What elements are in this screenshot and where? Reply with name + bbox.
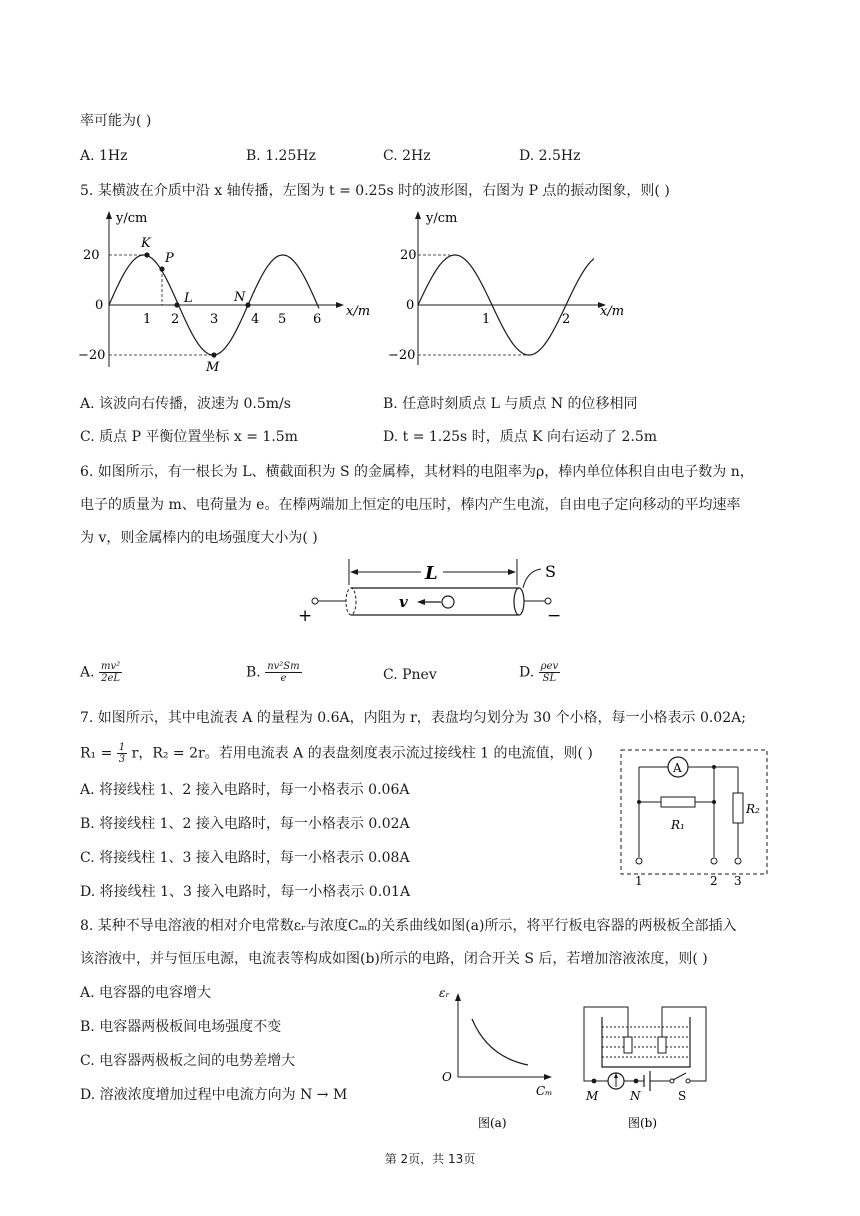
x-tick: 1 xyxy=(143,312,152,327)
q6-stem-line: 为 v，则金属棒内的电场强度大小为( ) xyxy=(80,530,318,546)
q7-circuit-figure xyxy=(618,747,770,892)
q8-figure-a xyxy=(436,983,562,1131)
q6-option-b: B. $\frac{\text{nv²Sm}}{e}$ xyxy=(246,661,300,684)
switch-icon xyxy=(673,1073,686,1080)
q8-option-c: C. 电容器两极板之间的电势差增大 xyxy=(80,1053,296,1069)
terminal-label: 1 xyxy=(635,874,643,888)
q7-stem-line: 7. 如图所示，其中电流表 A 的量程为 0.6A，内阻为 r，表盘均匀划分为 30 个小格，每一小格表示 0.02A; xyxy=(80,710,746,726)
q5-option-b: B. 任意时刻质点 L 与质点 N 的位移相同 xyxy=(383,396,638,412)
label-n: N xyxy=(630,1089,641,1103)
q7-option-b: B. 将接线柱 1、2 接入电路时，每一小格表示 0.02A xyxy=(80,816,410,832)
q5-option-c: C. 质点 P 平衡位置坐标 x = 1.5m xyxy=(80,429,298,445)
y-tick: −20 xyxy=(388,348,416,363)
label-p: P xyxy=(165,251,174,266)
x-tick: 6 xyxy=(313,312,322,327)
q8-stem-line: 该溶液中，并与恒压电源，电流表等构成如图(b)所示的电路，闭合开关 S 后，若增加溶液浓度，则( ) xyxy=(80,951,708,967)
y-tick: 20 xyxy=(83,248,100,263)
point-m xyxy=(211,352,216,357)
x-axis-label: x/m xyxy=(346,304,371,319)
q4-option-b: B. 1.25Hz xyxy=(246,148,316,164)
q5-option-a: A. 该波向右传播，波速为 0.5m/s xyxy=(80,396,291,412)
point-k xyxy=(144,252,149,257)
q7-option-a: A. 将接线柱 1、2 接入电路时，每一小格表示 0.06A xyxy=(80,782,410,798)
page-footer: 第 2页，共 13页 xyxy=(384,1152,476,1166)
q6-stem-line: 6. 如图所示，有一根长为 L、横截面积为 S 的金属棒，其材料的电阻率为ρ，棒内单位体积自由电子数为 n， xyxy=(80,464,754,480)
q7-option-d: D. 将接线柱 1、3 接入电路时，每一小格表示 0.01A xyxy=(80,884,411,900)
x-tick: 4 xyxy=(251,312,260,327)
minus-sign: − xyxy=(547,606,562,625)
q5-vibration-graph xyxy=(380,205,660,365)
y-tick: 20 xyxy=(400,248,417,263)
point-p xyxy=(159,266,164,271)
terminal-2 xyxy=(711,858,717,864)
caption-b: 图(b) xyxy=(628,1116,658,1130)
label-k: K xyxy=(141,236,151,251)
terminal-3 xyxy=(735,858,741,864)
label-n: N xyxy=(234,290,246,305)
y-tick: 0 xyxy=(95,298,104,313)
x-tick: 1 xyxy=(482,312,491,327)
q6-option-a: A. $\frac{\text{mv²}}{2eL}$ xyxy=(80,661,121,684)
q5-wave-graph xyxy=(78,205,378,377)
terminal-label: 3 xyxy=(734,874,742,888)
q7-option-c: C. 将接线柱 1、3 接入电路时，每一小格表示 0.08A xyxy=(80,850,410,866)
q8-option-d: D. 溶液浓度增加过程中电流方向为 N → M xyxy=(80,1087,348,1103)
q8-option-a: A. 电容器的电容增大 xyxy=(80,985,212,1001)
point-n xyxy=(634,1079,639,1084)
q5-stem: 5. 某横波在介质中沿 x 轴传播，左图为 t = 0.25s 时的波形图，右图为 P 点的振动图象，则( ) xyxy=(80,183,670,199)
q8-figure-b xyxy=(578,1003,718,1133)
velocity-label: v xyxy=(399,593,408,611)
ammeter-label: A xyxy=(673,761,682,775)
length-label: L xyxy=(425,563,438,584)
y-axis-label: εᵣ xyxy=(439,986,450,1000)
q6-option-c: C. Pnev xyxy=(383,667,437,683)
q4-stem-tail: 率可能为( ) xyxy=(80,113,152,129)
terminal-label: 2 xyxy=(710,874,718,888)
point-l xyxy=(174,302,179,307)
point-n xyxy=(245,302,250,307)
origin-label: O xyxy=(442,1070,452,1084)
x-axis-label: x/m xyxy=(600,304,625,319)
capacitor-plate xyxy=(624,1037,632,1053)
q8-option-b: B. 电容器两极板间电场强度不变 xyxy=(80,1019,282,1035)
q6-metal-rod-figure xyxy=(295,555,595,625)
capacitor-plate xyxy=(658,1037,666,1053)
label-m: M xyxy=(586,1089,599,1103)
q6-option-d: D. $\frac{\text{ρev}}{SL}$ xyxy=(519,661,559,684)
q6-stem-line: 电子的质量为 m、电荷量为 e。在棒两端加上恒定的电压时，棒内产生电流，自由电子定向移动的平均速率 xyxy=(80,497,741,513)
x-tick: 3 xyxy=(210,312,219,327)
q7-stem-line: R₁ = $\frac{1}{3}$ r，R₂ = 2r。若用电流表 A 的表盘刻度表示流过接线柱 1 的电流值，则( ) xyxy=(80,742,593,765)
y-axis-label: y/cm xyxy=(426,211,458,226)
q4-option-a: A. 1Hz xyxy=(80,148,128,164)
plus-sign: + xyxy=(298,606,313,625)
caption-a: 图(a) xyxy=(478,1116,507,1130)
x-tick: 5 xyxy=(278,312,287,327)
x-tick: 2 xyxy=(171,312,180,327)
label-l: L xyxy=(184,291,193,306)
label-m: M xyxy=(206,360,220,375)
resistor-r1 xyxy=(661,797,695,807)
q5-option-d: D. t = 1.25s 时，质点 K 向右运动了 2.5m xyxy=(383,429,658,445)
beaker xyxy=(602,1017,690,1067)
y-tick: 0 xyxy=(406,298,415,313)
permittivity-curve xyxy=(472,1019,528,1065)
q4-option-c: C. 2Hz xyxy=(383,148,431,164)
y-axis-label: y/cm xyxy=(116,211,148,226)
x-tick: 2 xyxy=(562,312,571,327)
q8-stem-line: 8. 某种不导电溶液的相对介电常数εᵣ与浓度Cₘ的关系曲线如图(a)所示，将平行板电容器的两极板全部插入 xyxy=(80,918,737,934)
x-axis-label: Cₘ xyxy=(536,1084,553,1098)
label-s: S xyxy=(678,1089,687,1103)
terminal-1 xyxy=(636,858,642,864)
electron-icon xyxy=(442,596,454,608)
q4-option-d: D. 2.5Hz xyxy=(519,148,581,164)
area-label: S xyxy=(545,562,556,581)
y-tick: −20 xyxy=(78,348,106,363)
r1-label: R₁ xyxy=(671,818,685,832)
resistor-r2 xyxy=(733,793,743,823)
r2-label: R₂ xyxy=(746,802,760,816)
